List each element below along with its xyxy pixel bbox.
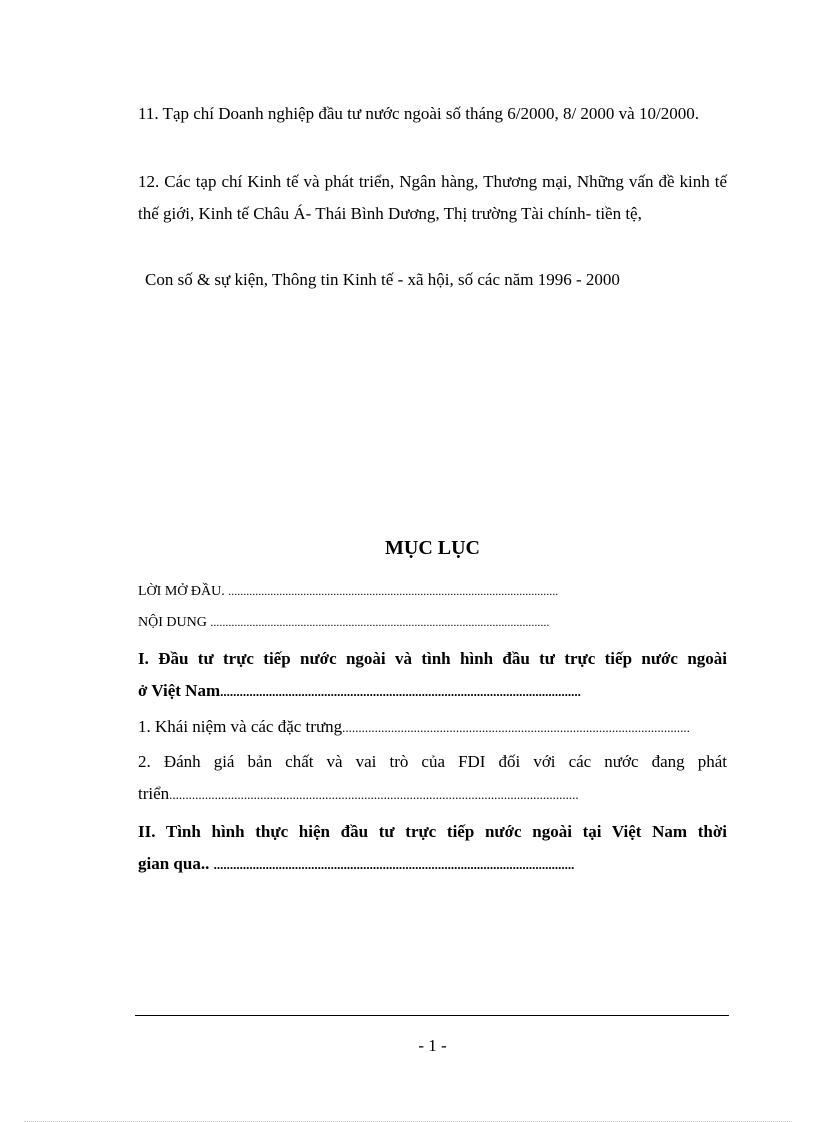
toc-leader-dots: ................................................................................................................. [210, 615, 550, 629]
toc-item-2-line2 [138, 778, 727, 811]
toc-section-1 [138, 643, 727, 708]
toc-leader-dots: ............................................................................................................... [220, 684, 581, 699]
toc-leader-dots: ............................................................................................................... [213, 857, 575, 872]
toc-section-1-line2 [138, 675, 727, 708]
toc-section-2 [138, 816, 727, 881]
toc-section-1-line1: I. Đầu tư trực tiếp nước ngoài và tình hình đầu tư trực tiếp nước ngoài [138, 649, 727, 668]
footer-rule [135, 1015, 729, 1016]
toc-entry-label: triển [138, 784, 170, 803]
toc-section-2-line1: II. Tình hình thực hiện đầu tư trực tiếp nước ngoài tại Việt Nam thời [138, 822, 727, 841]
toc-section-2-line2 [138, 848, 727, 881]
toc-entry-label: gian qua.. [138, 854, 214, 873]
page-number: - 1 - [418, 1036, 447, 1055]
reference-item-12: 12. Các tạp chí Kinh tế và phát triển, Ngân hàng, Thương mại, Những vấn đề kinh tế thế giới, Kinh tế Châu Á- Thái Bình Dương, Thị trường Tài chính- tiền tệ, [138, 172, 727, 223]
toc-item-2 [138, 746, 727, 811]
page-bottom-border [24, 1121, 792, 1122]
toc-entry-loi-mo-dau [138, 581, 727, 602]
toc-leader-dots: .............................................................................................................. [228, 584, 559, 598]
reference-item-12-continued: Con số & sự kiện, Thông tin Kinh tế - xã hội, số các năm 1996 - 2000 [145, 270, 620, 289]
reference-item-11: 11. Tạp chí Doanh nghiệp đầu tư nước ngoài số tháng 6/2000, 8/ 2000 và 10/2000. [138, 104, 699, 123]
toc-entry-label: NỘI DUNG [138, 615, 211, 630]
toc-entry-label: 1. Khái niệm và các đặc trưng [138, 717, 343, 736]
toc-entry-noi-dung [138, 612, 727, 633]
toc-title: MỤC LỤC [385, 537, 480, 559]
toc-leader-dots: .............................................................................................................................. [169, 787, 579, 802]
toc-item-2-line1: 2. Đánh giá bản chất và vai trò của FDI đối với các nước đang phát [138, 752, 727, 771]
toc-leader-dots: ........................................................................................................... [342, 720, 690, 735]
toc-entry-label: LỜI MỞ ĐẦU. [138, 584, 229, 599]
toc-item-1-line [138, 711, 727, 744]
toc-item-1 [138, 711, 727, 744]
toc-entry-label: ở Việt Nam [138, 681, 221, 700]
